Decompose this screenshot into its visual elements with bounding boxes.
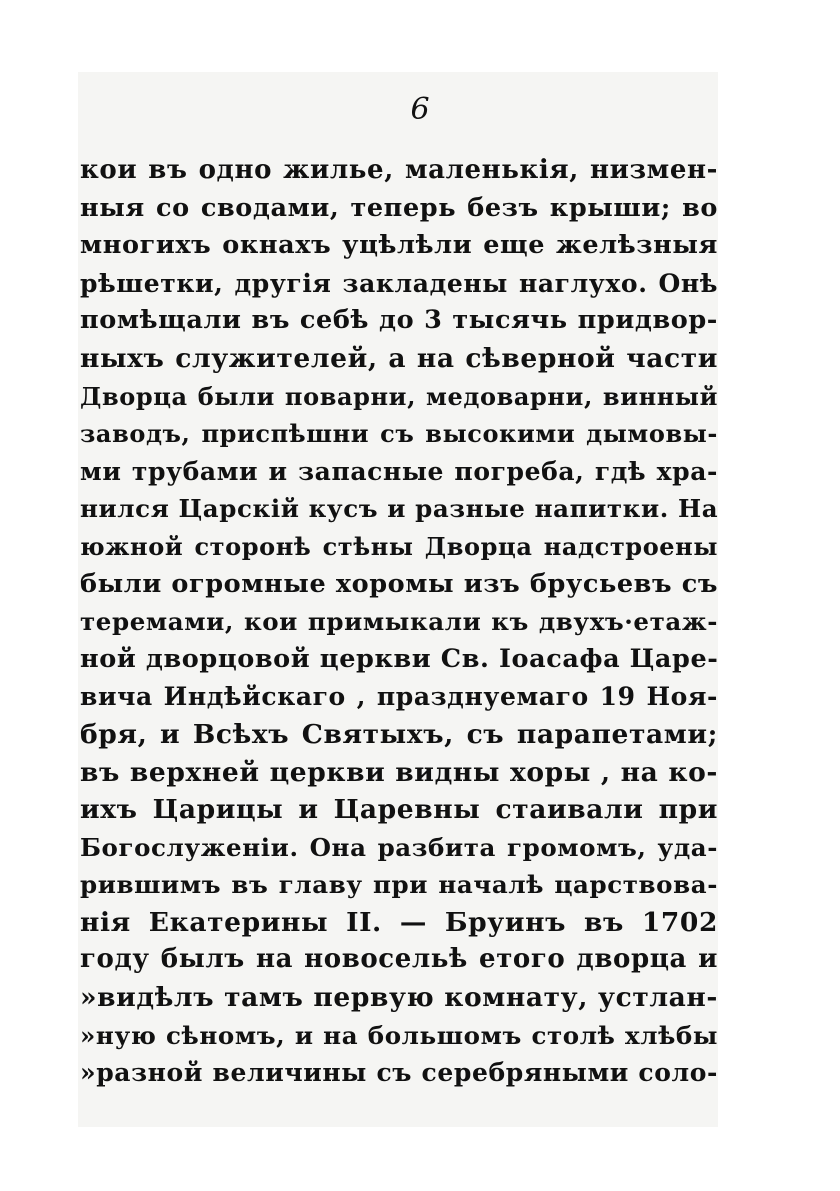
text-line: »видѣлъ тамъ первую комнату, устлан- [80, 982, 718, 1014]
text-line: южной сторонѣ стѣны Дворца надстроены [80, 531, 718, 561]
text-line: кои въ одно жилье, маленькія, низмен- [80, 155, 718, 185]
text-line: рѣшетки, другія закладены наглухо. Онѣ [80, 268, 718, 298]
text-line: теремами, кои примыкали къ двухъ·етаж- [80, 607, 718, 637]
text-line: ной дворцовой церкви Св. Іоасафа Царе- [80, 643, 719, 674]
text-line: нился Царскій кусъ и разные напитки. На [80, 494, 719, 524]
text-line: бря, и Всѣхъ Святыхъ, съ парапетами; [80, 718, 718, 750]
text-line: ми трубами и запасные погреба, гдѣ хра- [80, 456, 718, 486]
text-line: помѣщали въ себѣ до 3 тысячь придвор- [80, 305, 718, 336]
text-line: ныя со сводами, теперь безъ крыши; во [80, 192, 718, 223]
text-line: многихъ окнахъ уцѣлѣли еще желѣзныя [80, 230, 718, 261]
text-line: »разной величины съ серебряными соло- [80, 1058, 718, 1088]
text-line: Дворца были поварни, медоварни, винный [80, 381, 718, 411]
text-line: заводъ, приспѣшни съ высокими дымовы- [80, 419, 718, 449]
text-line: »ную сѣномъ, и на большомъ столѣ хлѣбы [80, 1020, 718, 1050]
text-line: въ верхней церкви видны хоры , на ко- [80, 756, 718, 788]
text-line: рившимъ въ главу при началѣ царствова- [80, 870, 718, 900]
text-line: году былъ на новосельѣ етого дворца и [80, 944, 718, 975]
text-line: нія Екатерины II. — Бруинъ въ 1702 [80, 906, 718, 938]
text-line: вича Индѣйскаго , празднуемаго 19 Ноя- [80, 682, 718, 712]
text-line: ныхъ служителей, а на сѣверной части [80, 342, 718, 374]
page-number: 6 [410, 92, 430, 127]
text-line: ихъ Царицы и Царевны стаивали при [80, 794, 718, 826]
body-text [80, 152, 718, 1092]
text-line: были огромные хоромы изъ брусьевъ съ [80, 568, 718, 599]
text-line: Богослуженіи. Она разбита громомъ, уда- [80, 832, 718, 862]
